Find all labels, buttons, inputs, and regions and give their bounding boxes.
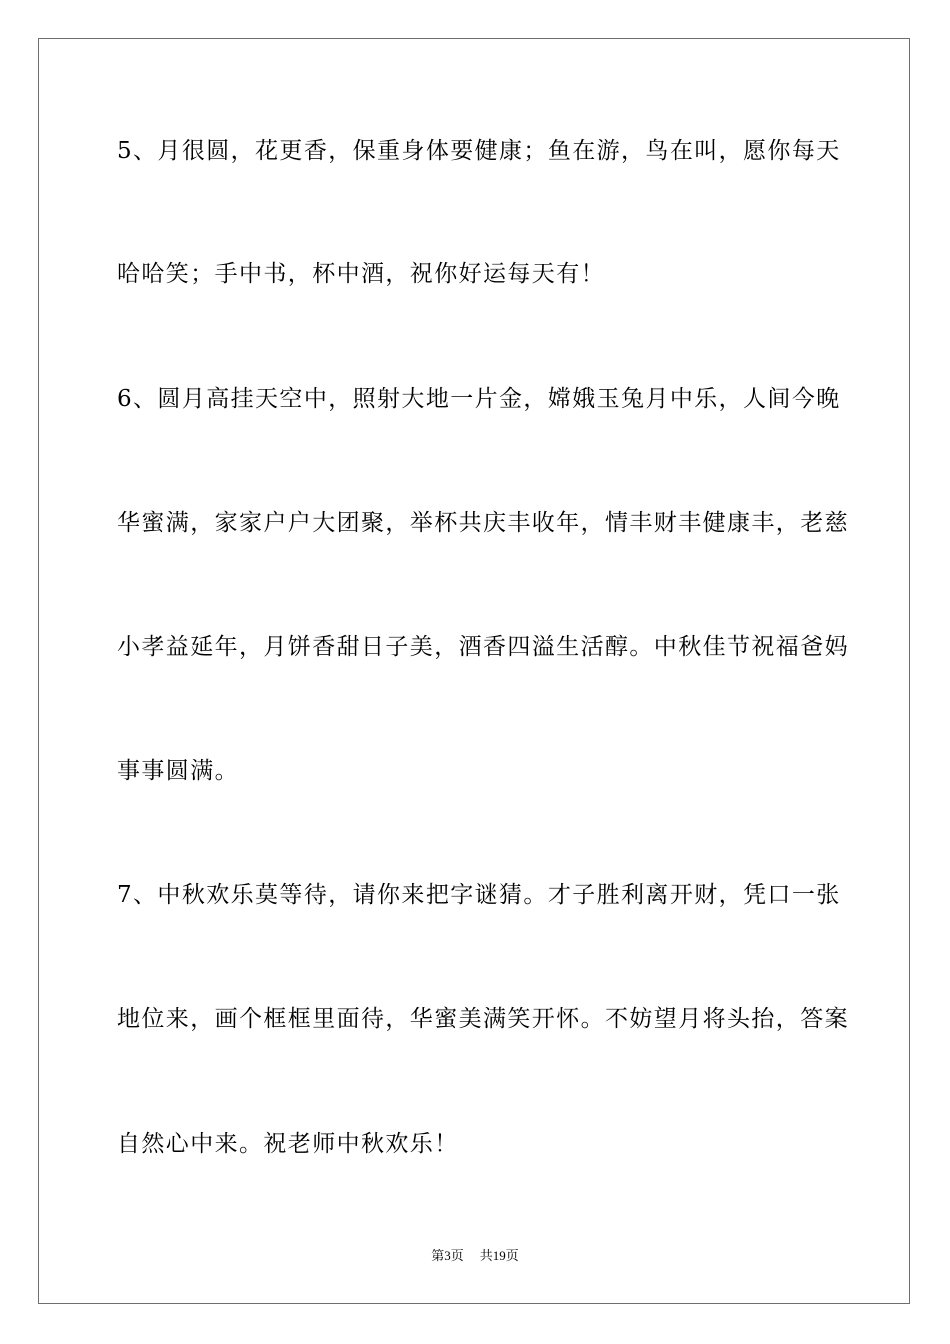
text-line: 7、中秋欢乐莫等待，请你来把字谜猜。才子胜利离开财，凭口一张 (117, 882, 841, 908)
page-total: 共19页 (479, 1248, 519, 1263)
text-line: 5、月很圆，花更香，保重身体要健康；鱼在游，鸟在叫，愿你每天 (117, 138, 841, 164)
text-line: 事事圆满。 (117, 758, 239, 784)
text-line: 自然心中来。祝老师中秋欢乐！ (117, 1131, 459, 1157)
page-border (38, 38, 910, 1304)
text-line: 6、圆月高挂天空中，照射大地一片金，嫦娥玉兔月中乐，人间今晚 (117, 386, 841, 412)
text-line: 哈哈笑；手中书，杯中酒，祝你好运每天有！ (117, 261, 605, 287)
page-footer (0, 1247, 950, 1265)
text-line: 地位来，画个框框里面待，华蜜美满笑开怀。不妨望月将头抬，答案 (117, 1006, 849, 1032)
text-line: 华蜜满，家家户户大团聚，举杯共庆丰收年，情丰财丰健康丰，老慈 (117, 510, 849, 536)
text-line: 小孝益延年，月饼香甜日子美，酒香四溢生活醇。中秋佳节祝福爸妈 (117, 634, 849, 660)
page-number: 第3页 (431, 1248, 464, 1263)
